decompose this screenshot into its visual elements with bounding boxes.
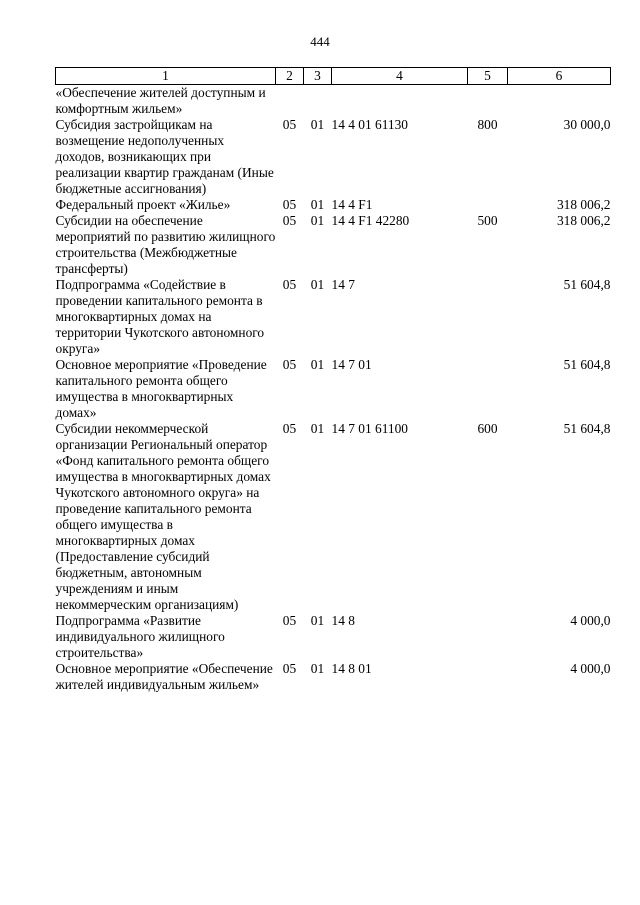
row-amount: 51 604,8 bbox=[563, 277, 611, 292]
row-section: 05 bbox=[282, 421, 297, 436]
row-amount bbox=[508, 85, 611, 118]
row-subsection: 01 bbox=[310, 117, 325, 132]
row-expense-type: 800 bbox=[477, 117, 498, 132]
row-section: 05 bbox=[282, 117, 297, 132]
row-amount: 318 006,2 bbox=[556, 197, 611, 212]
row-target-article: 14 4 01 61130 bbox=[331, 117, 408, 132]
header-col-2: 2 bbox=[276, 68, 304, 85]
row-amount: 4 000,0 bbox=[570, 661, 611, 676]
table-row bbox=[56, 85, 611, 118]
row-amount: 318 006,2 bbox=[556, 213, 611, 228]
row-target-article: 14 7 bbox=[331, 277, 355, 292]
row-name: Основное мероприятие «Проведение капитального ремонта общего имущества в многоквартирных домах» bbox=[55, 357, 267, 420]
row-expense-type bbox=[468, 197, 508, 213]
table-row bbox=[56, 357, 611, 421]
row-subsection: 01 bbox=[310, 421, 325, 436]
row-subsection: 01 bbox=[310, 277, 325, 292]
row-target-article: 14 8 bbox=[331, 613, 355, 628]
row-expense-type bbox=[468, 613, 508, 661]
header-col-1: 1 bbox=[56, 68, 276, 85]
row-expense-type bbox=[468, 85, 508, 118]
row-target-article: 14 7 01 61100 bbox=[331, 421, 408, 436]
table-header-row bbox=[56, 68, 611, 85]
row-section: 05 bbox=[282, 357, 297, 372]
row-amount: 30 000,0 bbox=[563, 117, 611, 132]
header-col-5: 5 bbox=[468, 68, 508, 85]
table-row bbox=[56, 613, 611, 661]
page-number: 444 bbox=[310, 34, 330, 49]
table-row bbox=[56, 197, 611, 213]
budget-table bbox=[55, 67, 611, 693]
row-section: 05 bbox=[282, 661, 297, 676]
header-col-3: 3 bbox=[304, 68, 332, 85]
row-name: Федеральный проект «Жилье» bbox=[55, 197, 231, 212]
row-section: 05 bbox=[282, 277, 297, 292]
row-name: Подпрограмма «Содействие в проведении капитального ремонта в многоквартирных домах на территории Чукотского автономного округа» bbox=[55, 277, 265, 356]
table-row bbox=[56, 277, 611, 357]
row-expense-type bbox=[468, 357, 508, 421]
row-expense-type bbox=[468, 277, 508, 357]
row-target-article: 14 4 F1 42280 bbox=[331, 213, 410, 228]
row-subsection: 01 bbox=[310, 197, 325, 212]
row-name: «Обеспечение жителей доступным и комфортным жильем» bbox=[55, 85, 266, 116]
table-row bbox=[56, 421, 611, 613]
row-subsection: 01 bbox=[310, 357, 325, 372]
row-section bbox=[276, 85, 304, 118]
table-row bbox=[56, 117, 611, 197]
row-name: Субсидия застройщикам на возмещение недополученных доходов, возникающих при реализации квартир гражданам (Иные бюджетные ассигнования) bbox=[55, 117, 274, 196]
row-subsection: 01 bbox=[310, 613, 325, 628]
row-amount: 51 604,8 bbox=[563, 421, 611, 436]
header-col-6: 6 bbox=[508, 68, 611, 85]
row-expense-type: 500 bbox=[477, 213, 498, 228]
row-name: Основное мероприятие «Обеспечение жителей индивидуальным жильем» bbox=[55, 661, 273, 692]
table-row bbox=[56, 661, 611, 693]
row-subsection bbox=[304, 85, 332, 118]
row-amount: 51 604,8 bbox=[563, 357, 611, 372]
row-name: Подпрограмма «Развитие индивидуального жилищного строительства» bbox=[55, 613, 225, 660]
row-amount: 4 000,0 bbox=[570, 613, 611, 628]
row-expense-type: 600 bbox=[477, 421, 498, 436]
row-expense-type bbox=[468, 661, 508, 693]
row-subsection: 01 bbox=[310, 213, 325, 228]
row-section: 05 bbox=[282, 613, 297, 628]
row-name: Субсидии на обеспечение мероприятий по развитию жилищного строительства (Межбюджетные трансферты) bbox=[55, 213, 276, 276]
row-subsection: 01 bbox=[310, 661, 325, 676]
header-col-4: 4 bbox=[332, 68, 468, 85]
row-target-article: 14 4 F1 bbox=[331, 197, 373, 212]
row-name: Субсидии некоммерческой организации Региональный оператор «Фонд капитального ремонта общего имущества в многоквартирных домах Чукотского автономного округа» на проведение капитального ремонта общего имущества в многоквартирных домах (Предоставление субсидий бюджетным, автономным учреждениям и иным некоммерческим организациям) bbox=[55, 421, 271, 612]
row-section: 05 bbox=[282, 197, 297, 212]
row-target-article bbox=[332, 85, 468, 118]
row-section: 05 bbox=[282, 213, 297, 228]
table-row bbox=[56, 213, 611, 277]
row-target-article: 14 7 01 bbox=[331, 357, 372, 372]
row-target-article: 14 8 01 bbox=[331, 661, 372, 676]
